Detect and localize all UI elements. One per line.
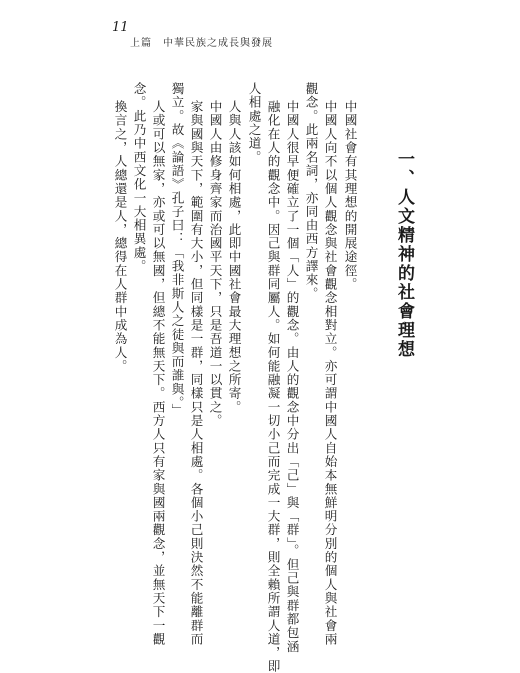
text-line-9: 家與國與天下，範圍有大小，但同樣是一群，同樣只是人相處。各個小己則決然不能離群而 — [188, 100, 204, 646]
text-line-6: 人相處之道。 — [246, 82, 262, 164]
text-line-4: 中國人很早便確立了一個「人」的觀念。由人的觀念中分出「己」與「群」。但己與群都包涵 — [284, 100, 300, 654]
running-head: 上篇 中華民族之成長與發展 — [130, 38, 273, 49]
section-heading: 一、人文精神的社會理想 — [394, 150, 414, 359]
text-line-8: 中國人由修身齊家而治國平天下，只是吾道一以貫之。 — [207, 100, 223, 428]
page-number: 11 — [112, 20, 129, 35]
text-line-5: 融化在人的觀念中。因己與群同屬人。如何能融凝一切小己而完成一大群，則全賴所謂人道，即 — [265, 100, 281, 673]
text-line-1: 中國社會有其理想的開展途徑。 — [342, 100, 358, 292]
text-line-13: 換言之，人總還是人，總得在人群中成為人。 — [112, 100, 128, 373]
text-line-7: 人與人該如何相處，此即中國社會最大理想之所寄。 — [226, 100, 242, 414]
text-line-11: 人或可以無家，亦或可以無國，但總不能無天下。西方人只有家與國兩觀念，並無天下一觀 — [150, 100, 166, 646]
text-line-2: 中國人向不以個人觀念與社會觀念相對立。亦可謂中國人自始本無鮮明分別的個人與社會兩 — [322, 100, 338, 646]
text-line-3: 觀念。此兩名詞，亦同由西方譯來。 — [303, 82, 319, 301]
text-line-12: 念。此乃中西文化一大相異處。 — [131, 82, 147, 274]
text-line-10: 獨立。故《論語》孔子曰：「我非斯人之徒與而誰與。」 — [169, 82, 185, 417]
